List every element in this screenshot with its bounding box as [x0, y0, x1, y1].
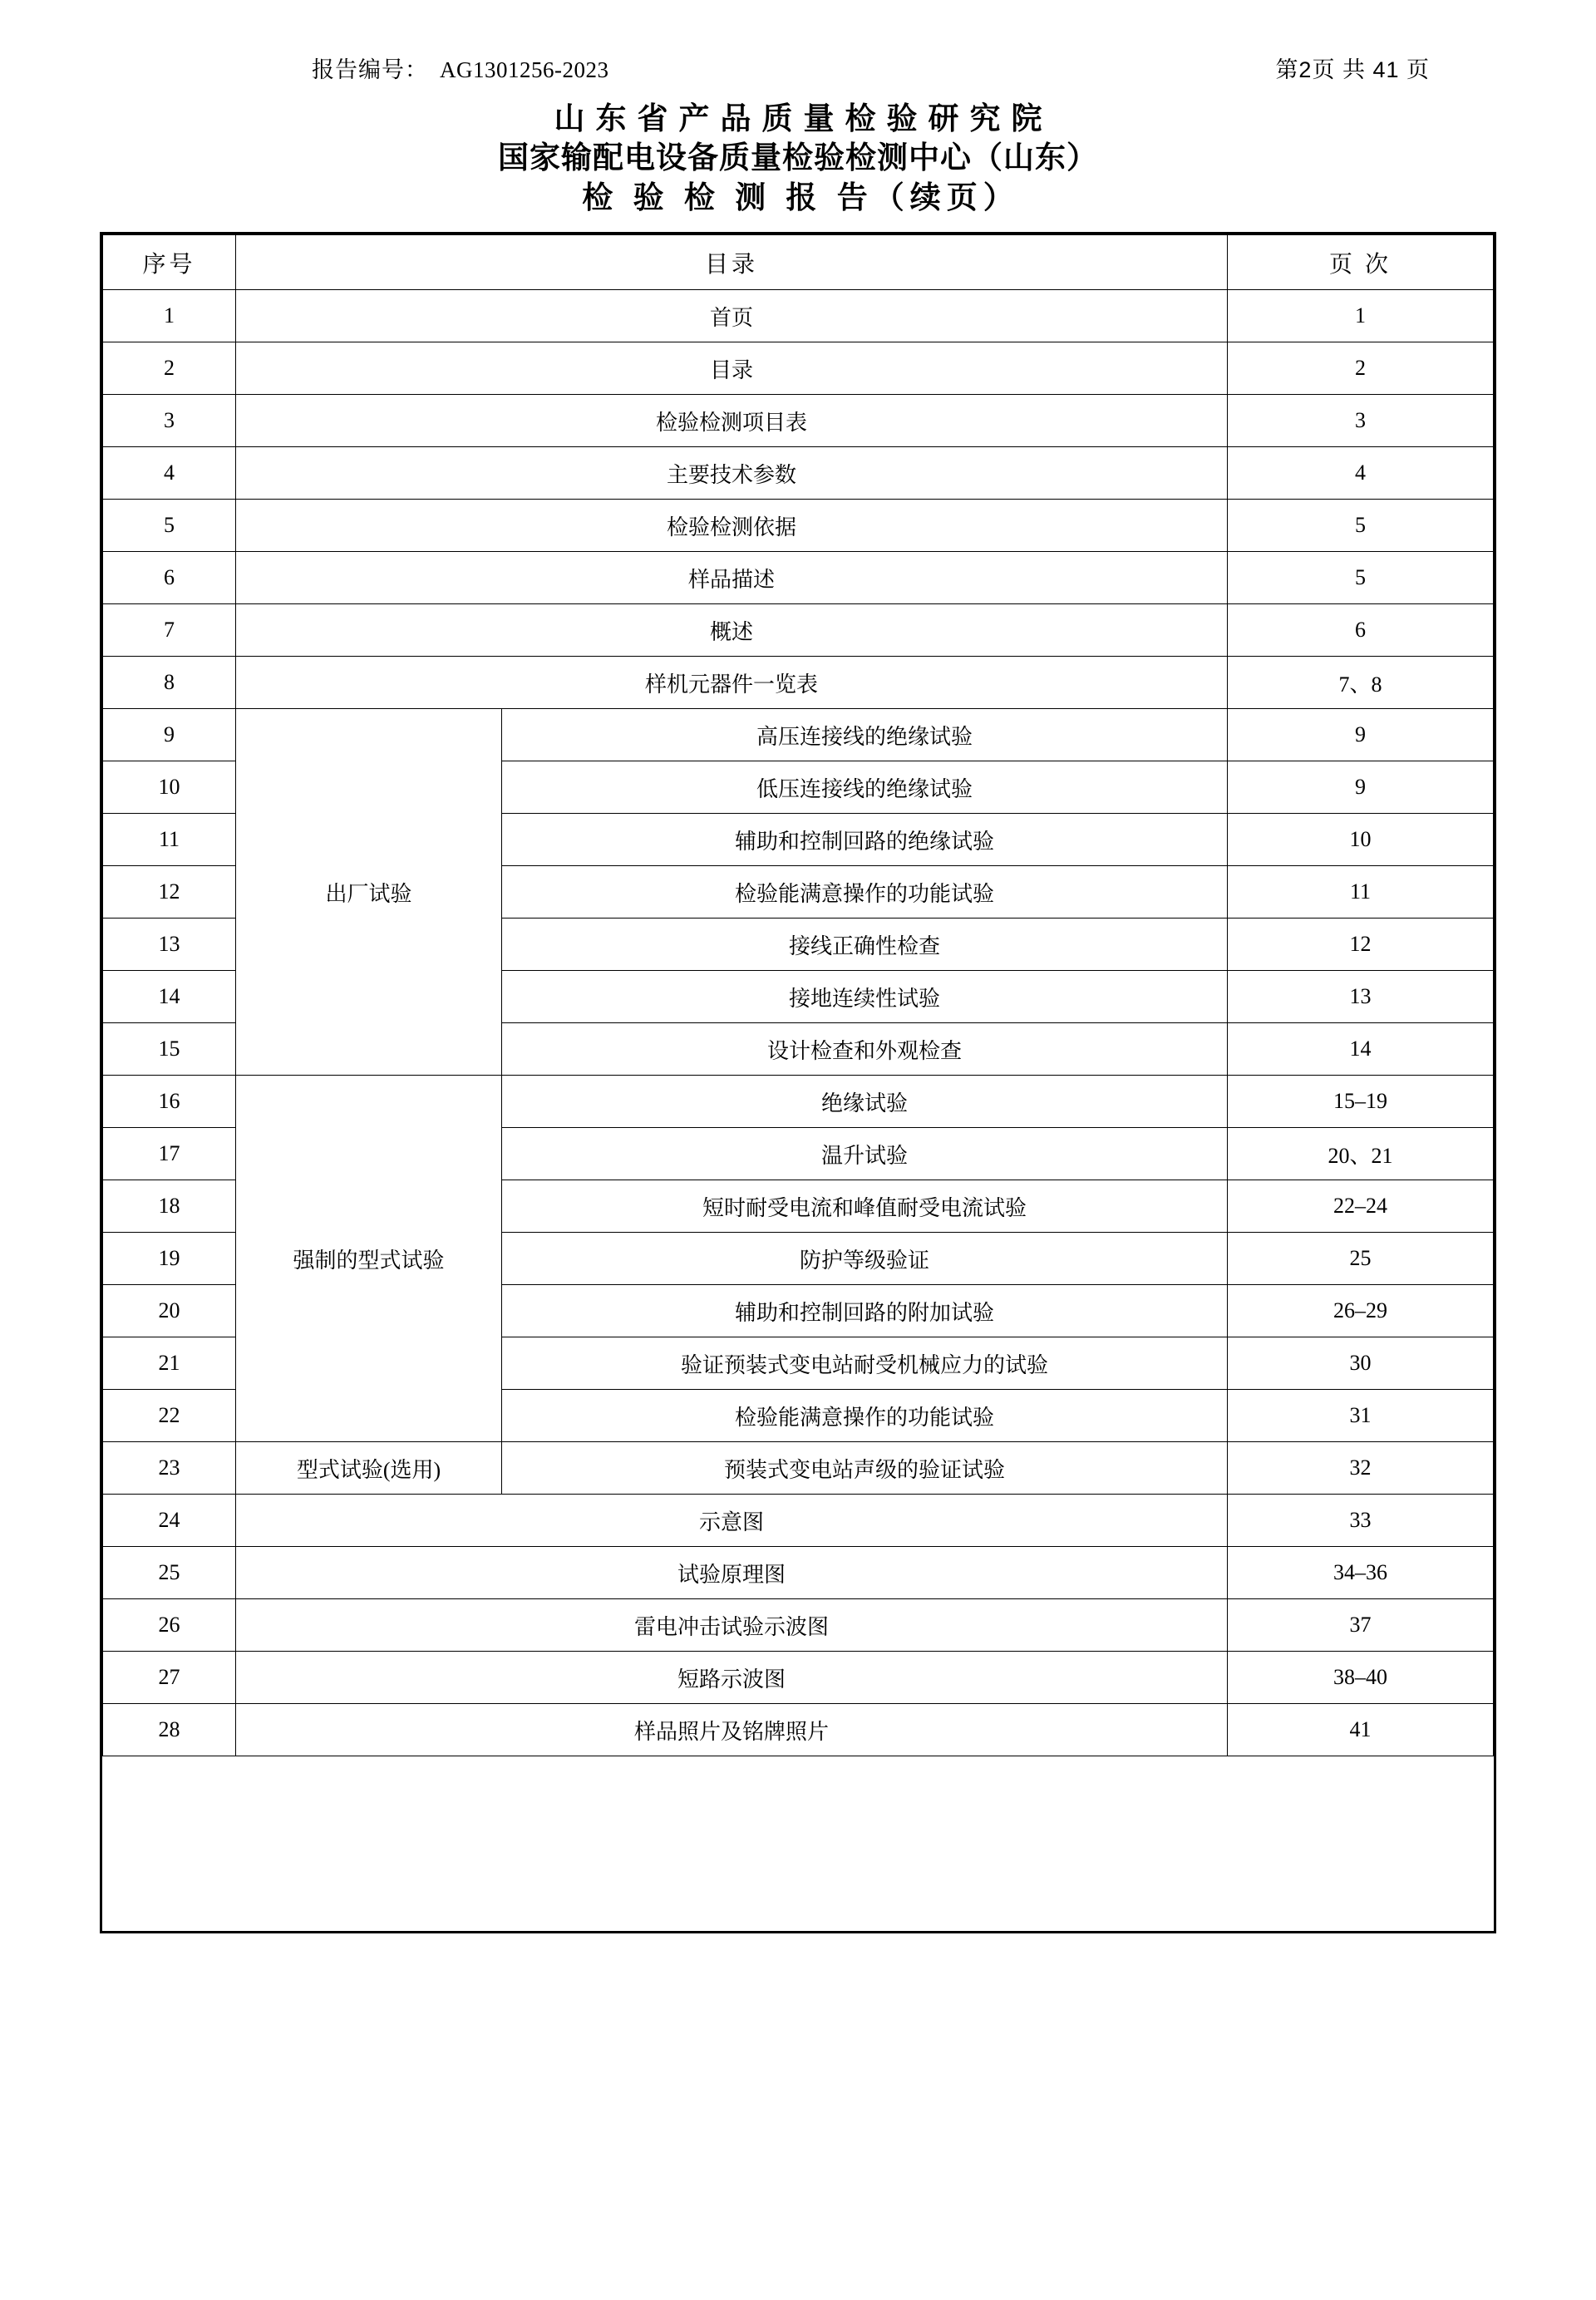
row-no: 1 — [103, 290, 236, 342]
header-no: 序号 — [103, 235, 236, 290]
report-page — [0, 52, 1596, 2300]
row-title: 低压连接线的绝缘试验 — [502, 761, 1228, 814]
row-no: 18 — [103, 1180, 236, 1233]
row-no: 24 — [103, 1495, 236, 1547]
row-page: 9 — [1228, 761, 1494, 814]
toc-table-wrapper — [100, 232, 1496, 1933]
row-title: 温升试验 — [502, 1128, 1228, 1180]
table-row — [103, 290, 1494, 342]
row-title: 样品照片及铭牌照片 — [236, 1704, 1228, 1756]
row-title: 短时耐受电流和峰值耐受电流试验 — [502, 1180, 1228, 1233]
table-header-row — [103, 235, 1494, 290]
row-title: 接地连续性试验 — [502, 971, 1228, 1023]
table-row — [103, 447, 1494, 500]
table-row — [103, 1652, 1494, 1704]
row-page: 41 — [1228, 1704, 1494, 1756]
row-title: 样品描述 — [236, 552, 1228, 604]
row-no: 20 — [103, 1285, 236, 1337]
row-title: 样机元器件一览表 — [236, 657, 1228, 709]
row-title: 辅助和控制回路的绝缘试验 — [502, 814, 1228, 866]
report-title: 检 验 检 测 报 告（续页） — [582, 180, 1020, 214]
row-title: 短路示波图 — [236, 1652, 1228, 1704]
row-page: 5 — [1228, 552, 1494, 604]
table-row — [103, 657, 1494, 709]
report-number — [312, 52, 609, 84]
row-page: 10 — [1228, 814, 1494, 866]
row-no: 22 — [103, 1390, 236, 1442]
row-no: 19 — [103, 1233, 236, 1285]
row-page: 11 — [1228, 866, 1494, 919]
row-page: 7、8 — [1228, 657, 1494, 709]
row-title: 示意图 — [236, 1495, 1228, 1547]
row-group-mandatory-type-test: 强制的型式试验 — [236, 1076, 502, 1442]
table-row — [103, 1442, 1494, 1495]
table-row — [103, 1547, 1494, 1599]
row-no: 5 — [103, 500, 236, 552]
row-page: 13 — [1228, 971, 1494, 1023]
row-title: 检验能满意操作的功能试验 — [502, 866, 1228, 919]
table-row — [103, 1599, 1494, 1652]
row-page: 25 — [1228, 1233, 1494, 1285]
row-group-factory-test: 出厂试验 — [236, 709, 502, 1076]
row-no: 28 — [103, 1704, 236, 1756]
row-no: 27 — [103, 1652, 236, 1704]
row-no: 3 — [103, 395, 236, 447]
table-row — [103, 342, 1494, 395]
row-title: 检验能满意操作的功能试验 — [502, 1390, 1228, 1442]
row-no: 9 — [103, 709, 236, 761]
row-page: 38–40 — [1228, 1652, 1494, 1704]
row-title: 首页 — [236, 290, 1228, 342]
row-title: 预装式变电站声级的验证试验 — [502, 1442, 1228, 1495]
table-row — [103, 604, 1494, 657]
row-page: 20、21 — [1228, 1128, 1494, 1180]
table-row — [103, 500, 1494, 552]
row-title: 主要技术参数 — [236, 447, 1228, 500]
row-page: 12 — [1228, 919, 1494, 971]
row-no: 17 — [103, 1128, 236, 1180]
table-row — [103, 395, 1494, 447]
row-no: 6 — [103, 552, 236, 604]
row-no: 26 — [103, 1599, 236, 1652]
toc-container — [100, 232, 1496, 1933]
document-titles — [0, 99, 1596, 217]
row-page: 3 — [1228, 395, 1494, 447]
row-page: 22–24 — [1228, 1180, 1494, 1233]
row-group-optional-type-test: 型式试验(选用) — [236, 1442, 502, 1495]
row-no: 23 — [103, 1442, 236, 1495]
row-no: 11 — [103, 814, 236, 866]
header-catalog: 目录 — [236, 235, 1228, 290]
row-title: 设计检查和外观检查 — [502, 1023, 1228, 1076]
row-title: 接线正确性检查 — [502, 919, 1228, 971]
table-row — [103, 552, 1494, 604]
row-page: 26–29 — [1228, 1285, 1494, 1337]
row-no: 25 — [103, 1547, 236, 1599]
row-page: 1 — [1228, 290, 1494, 342]
row-page: 15–19 — [1228, 1076, 1494, 1128]
row-no: 10 — [103, 761, 236, 814]
report-number-value: AG1301256-2023 — [440, 57, 609, 82]
row-title: 辅助和控制回路的附加试验 — [502, 1285, 1228, 1337]
row-title: 验证预装式变电站耐受机械应力的试验 — [502, 1337, 1228, 1390]
center-title: 国家输配电设备质量检验检测中心（山东） — [498, 140, 1098, 175]
row-page: 37 — [1228, 1599, 1494, 1652]
table-row — [103, 709, 1494, 761]
institute-title: 山东省产品质量检验研究院 — [554, 101, 1053, 135]
row-title: 雷电冲击试验示波图 — [236, 1599, 1228, 1652]
row-page: 5 — [1228, 500, 1494, 552]
row-page: 4 — [1228, 447, 1494, 500]
row-no: 14 — [103, 971, 236, 1023]
row-title: 检验检测依据 — [236, 500, 1228, 552]
toc-table — [102, 234, 1494, 1931]
row-page: 34–36 — [1228, 1547, 1494, 1599]
row-title: 试验原理图 — [236, 1547, 1228, 1599]
row-no: 15 — [103, 1023, 236, 1076]
row-page: 30 — [1228, 1337, 1494, 1390]
row-page: 6 — [1228, 604, 1494, 657]
row-title: 防护等级验证 — [502, 1233, 1228, 1285]
row-page: 31 — [1228, 1390, 1494, 1442]
row-page: 2 — [1228, 342, 1494, 395]
row-no: 16 — [103, 1076, 236, 1128]
blank-filler-row — [103, 1756, 1494, 1931]
page-header — [0, 52, 1596, 84]
row-no: 12 — [103, 866, 236, 919]
row-page: 32 — [1228, 1442, 1494, 1495]
page-indicator: 第2页 共 41 页 — [1275, 57, 1430, 82]
row-no: 2 — [103, 342, 236, 395]
row-page: 9 — [1228, 709, 1494, 761]
row-no: 21 — [103, 1337, 236, 1390]
row-no: 8 — [103, 657, 236, 709]
row-no: 13 — [103, 919, 236, 971]
row-title: 检验检测项目表 — [236, 395, 1228, 447]
row-page: 14 — [1228, 1023, 1494, 1076]
table-row — [103, 1704, 1494, 1756]
row-title: 高压连接线的绝缘试验 — [502, 709, 1228, 761]
row-page: 33 — [1228, 1495, 1494, 1547]
header-page: 页 次 — [1228, 235, 1494, 290]
row-no: 4 — [103, 447, 236, 500]
report-number-label: 报告编号： — [312, 57, 428, 82]
table-row — [103, 1495, 1494, 1547]
row-title: 绝缘试验 — [502, 1076, 1228, 1128]
table-row — [103, 1076, 1494, 1128]
row-no: 7 — [103, 604, 236, 657]
row-title: 概述 — [236, 604, 1228, 657]
row-title: 目录 — [236, 342, 1228, 395]
